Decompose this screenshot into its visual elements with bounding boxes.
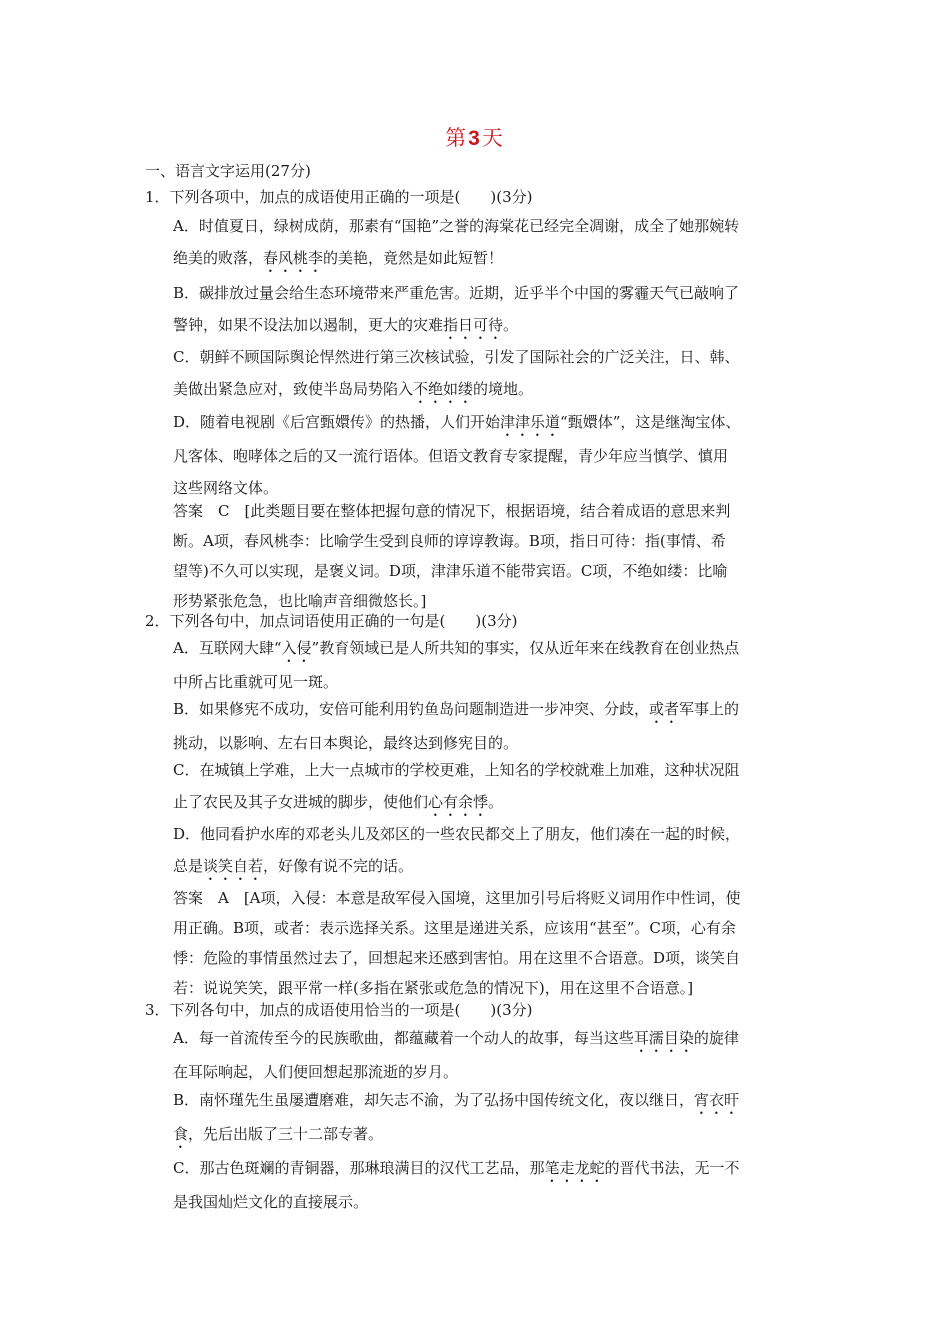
q2-answer-line2: 用正确。B项，或者：表示选择关系。这里是递进关系，应该用“甚至”。C项，心有余: [173, 919, 736, 937]
q1-b-line1: B．碳排放过量会给生态环境带来严重危害。近期，近乎半个中国的雾霾天气已敲响了: [173, 284, 740, 302]
q3-a-idiom: 耳濡目染: [633, 1029, 694, 1047]
q3-a-text: A．每一首流传至今的民族歌曲，都蕴藏着一个动人的故事，每当这些: [173, 1029, 634, 1047]
q3-b-idiom-end: 食: [173, 1125, 189, 1143]
q1-d-line2: 凡客体、咆哮体之后的又一流行语体。但语文教育专家提醒，青少年应当慎学、慎用: [173, 447, 729, 465]
q1-d-text: D．随着电视剧《后宫甄嬛传》的热播，人们开始: [173, 413, 501, 431]
q3-b-text2: ，先后出版了三十二部专著。: [188, 1125, 384, 1143]
title-number: 3: [468, 127, 482, 150]
q1-c-text: 美做出紧急应对，致使半岛局势陷入: [173, 380, 414, 398]
q2-a-word: 入侵: [281, 639, 312, 657]
q2-b-word: 或者: [649, 700, 680, 718]
q2-option-a: [173, 632, 808, 698]
q1-a-text2: 的美艳，竟然是如此短暂！: [323, 249, 504, 267]
q3-c-line2: 是我国灿烂文化的直接展示。: [173, 1193, 369, 1211]
q2-c-text: 止了农民及其子女进城的脚步，使他们: [173, 793, 429, 811]
q3-stem: 3．下列各句中，加点的成语使用恰当的一项是( )(3分): [145, 1001, 533, 1019]
page-title: [0, 122, 950, 152]
q3-b-text: B．南怀瑾先生虽屡遭磨难，却矢志不渝，为了弘扬中国传统文化，夜以继日，: [173, 1091, 695, 1109]
q1-option-b: [173, 277, 808, 343]
q1-d-text2: “甄嬛体”，这是继淘宝体、: [560, 413, 741, 431]
title-suffix: 天: [481, 126, 505, 150]
q1-c-idiom: 不绝如缕: [413, 380, 474, 398]
q1-stem: 1．下列各项中，加点的成语使用正确的一项是( )(3分): [145, 188, 533, 206]
q1-d-line3: 这些网络文体。: [173, 479, 279, 497]
q3-option-c: [173, 1152, 808, 1218]
q2-c-idiom: 心有余悸: [428, 793, 489, 811]
q2-answer-line4: 若：说说笑笑，跟平常一样(多指在紧张或危急的情况下)，用在这里不合语意。]: [173, 979, 694, 997]
q2-option-c: [173, 754, 808, 820]
q1-b-text: 警钟，如果不设法加以遏制，更大的灾难: [173, 316, 444, 334]
q2-stem: 2．下列各句中，加点词语使用正确的一句是( )(3分): [145, 612, 518, 630]
q1-option-d: [173, 406, 808, 504]
q1-a-line1: A．时值夏日，绿树成荫，那素有“国艳”之誉的海棠花已经完全凋谢，成全了她那婉转: [173, 217, 740, 235]
q3-a-line2: 在耳际响起，人们便回想起那流逝的岁月。: [173, 1063, 459, 1081]
q2-b-text: B．如果修宪不成功，安倍可能利用钓鱼岛问题制造进一步冲突、分歧，: [173, 700, 650, 718]
q1-b-text2: 。: [503, 316, 519, 334]
q1-b-idiom: 指日可待: [443, 316, 504, 334]
q1-c-line1: C．朝鲜不顾国际舆论悍然进行第三次核试验，引发了国际社会的广泛关注，日、韩、: [173, 348, 740, 366]
q2-c-text2: 。: [488, 793, 504, 811]
q1-answer: [173, 496, 808, 616]
q2-d-text: 总是: [173, 857, 204, 875]
q3-c-text: C．那古色斑斓的青铜器，那琳琅满目的汉代工艺品，那: [173, 1159, 545, 1177]
q1-d-idiom: 津津乐道: [500, 413, 561, 431]
q2-d-idiom: 谈笑自若: [203, 857, 264, 875]
q2-answer-line1: 答案 A [A项，入侵：本意是敌军侵入国境，这里加引号后将贬义词用作中性词，使: [173, 889, 741, 907]
section-heading: 一、语言文字运用(27分): [145, 162, 311, 180]
q1-answer-line2: 断。A项，春风桃李：比喻学生受到良师的谆谆教诲。B项，指日可待：指(事情、希: [173, 532, 726, 550]
q3-a-text2: 的旋律: [693, 1029, 739, 1047]
q3-c-idiom: 笔走龙蛇: [544, 1159, 605, 1177]
q2-d-line1: D．他同看护水库的邓老头儿及郊区的一些农民都交上了朋友，他们凑在一起的时候，: [173, 825, 741, 843]
q2-b-line2: 挑动，以影响、左右日本舆论，最终达到修宪目的。: [173, 734, 519, 752]
q2-answer: [173, 883, 808, 1003]
q1-answer-line1: 答案 C [此类题目要在整体把握句意的情况下，根据语境，结合着成语的意思来判: [173, 502, 731, 520]
q1-answer-line3: 望等)不久可以实现，是褒义词。D项，津津乐道不能带宾语。C项，不绝如缕：比喻: [173, 562, 728, 580]
q2-a-text2: ”教育领域已是人所共知的事实，仅从近年来在线教育在创业热点: [311, 639, 740, 657]
q1-option-a: [173, 210, 808, 276]
title-prefix: 第: [445, 126, 469, 150]
q3-b-idiom: 宵衣旰: [694, 1091, 740, 1109]
q3-option-b: [173, 1084, 808, 1152]
q2-a-text: A．互联网大肆“: [173, 639, 282, 657]
q3-option-a: [173, 1022, 808, 1088]
q3-c-text2: 的晋代书法，无一不: [604, 1159, 740, 1177]
q1-a-text: 绝美的败落，: [173, 249, 264, 267]
q2-c-line1: C．在城镇上学难，上大一点城市的学校更难，上知名的学校就难上加难，这种状况阻: [173, 761, 740, 779]
q2-a-line2: 中所占比重就可见一斑。: [173, 673, 339, 691]
q1-c-text2: 的境地。: [473, 380, 534, 398]
q1-option-c: [173, 341, 808, 407]
q2-b-text2: 军事上的: [679, 700, 740, 718]
q1-a-idiom: 春风桃李: [263, 249, 324, 267]
q2-answer-line3: 悸：危险的事情虽然过去了，回想起来还感到害怕。用在这里不合语意。D项，谈笑自: [173, 949, 741, 967]
q2-option-d: [173, 818, 808, 884]
q1-answer-line4: 形势紧张危急，也比喻声音细微悠长。]: [173, 592, 427, 610]
q2-option-b: [173, 693, 808, 759]
q2-d-text2: ，好像有说不完的话。: [263, 857, 414, 875]
